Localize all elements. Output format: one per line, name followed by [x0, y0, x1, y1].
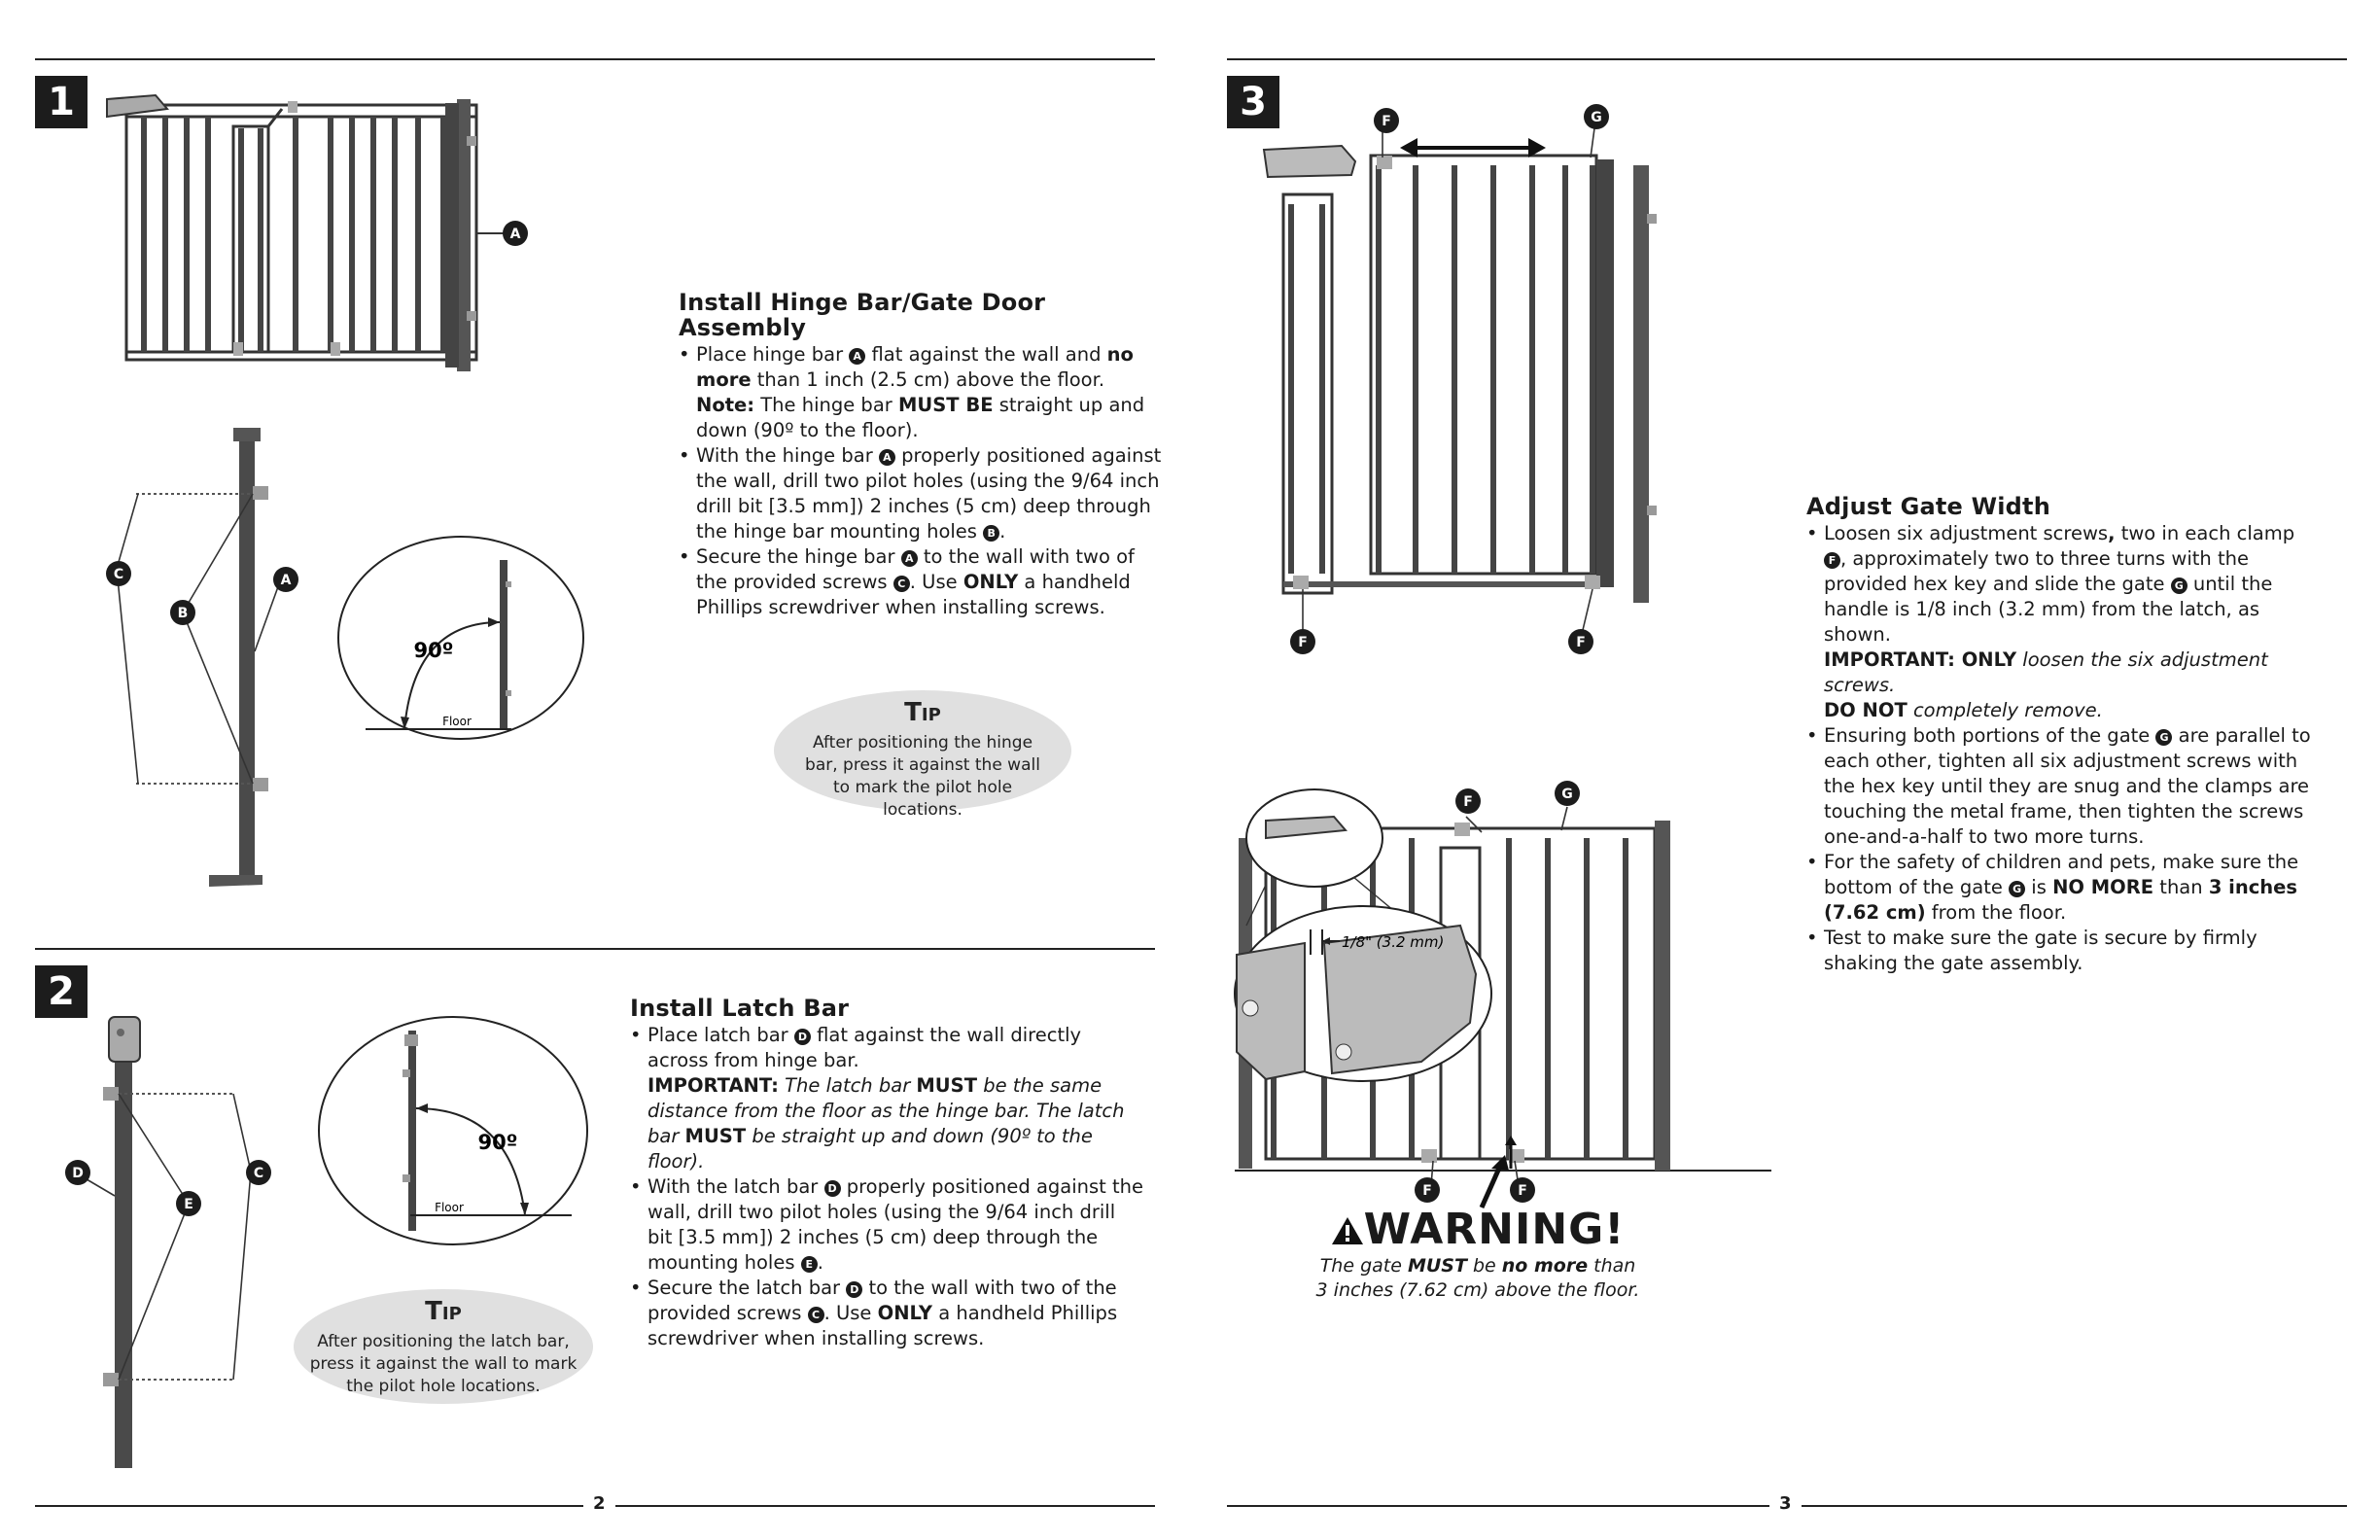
- callout-f-3: F: [1576, 635, 1586, 650]
- tip-text-2: After positioning the latch bar, press it against the wall to mark the pilot hole locations.: [309, 1332, 578, 1396]
- latch-bar-illustration: [58, 1011, 292, 1478]
- angle-label-2: 90º: [477, 1131, 518, 1154]
- warning-triangle-icon: [1331, 1216, 1364, 1245]
- callout-f-2: F: [1298, 635, 1308, 650]
- callout-a-1: A: [509, 227, 521, 242]
- section-title-hinge: Install Hinge Bar/Gate Door Assembly: [679, 289, 1046, 341]
- step-3-badge: 3: [1227, 76, 1279, 128]
- tip-title-2: TIP: [425, 1297, 462, 1326]
- gate-assembly-illustration: [97, 88, 544, 399]
- step-2-badge: 2: [35, 965, 88, 1018]
- section-install-hinge-bar: [679, 290, 1165, 620]
- floor-label-1: Floor: [442, 715, 472, 728]
- latch-step-3: • Secure the latch bar D to the wall with two of the provided screws C . Use ONLY a handheld Phillips screwdriver when installing screws.: [648, 1276, 1145, 1351]
- gate-width-bottom-illustration: [1227, 770, 1771, 1208]
- width-step-4: • Test to make sure the gate is secure by firmly shaking the gate assembly.: [1824, 926, 2312, 976]
- callout-g-2: G: [1561, 787, 1573, 802]
- hinge-bar-illustration: [97, 418, 331, 904]
- tip-latch-bar: [294, 1289, 593, 1404]
- callout-d-1: D: [72, 1166, 84, 1181]
- section-title-width: Adjust Gate Width: [1806, 493, 2051, 520]
- tip-hinge-bar: [774, 690, 1071, 820]
- section-title-latch: Install Latch Bar: [630, 995, 850, 1022]
- right-angle-detail-2: [317, 1015, 589, 1246]
- callout-e-1: E: [184, 1197, 193, 1212]
- latch-step-2: • With the latch bar D properly positioned against the wall, drill two pilot holes (using the 9/64 inch drill bit [3.5 mm]) 2 inches (5 cm) deep through the mounting holes E .: [648, 1174, 1145, 1276]
- top-rule-right: [1227, 58, 2347, 60]
- latch-step-1: • Place latch bar D flat against the wall directly across from hinge bar. IMPORTANT: The latch bar MUST be the same distance from the floor as the hinge bar. The latch bar MUST be straight up and down (90º to the floor).: [648, 1023, 1145, 1174]
- floor-label-2: Floor: [435, 1201, 464, 1214]
- step-1-badge: 1: [35, 76, 88, 128]
- top-rule-left: [35, 58, 1155, 60]
- section-install-latch-bar: [630, 996, 1145, 1351]
- gate-width-top-illustration: [1254, 97, 1682, 661]
- callout-c-1: C: [113, 567, 124, 582]
- page-number-left: 2: [583, 1493, 615, 1514]
- angle-label-1: 90º: [413, 639, 454, 662]
- section-adjust-gate-width: [1806, 494, 2312, 976]
- callout-c-2: C: [253, 1166, 264, 1181]
- warning-text: The gate MUST be no more than 3 inches (7.62 cm) above the floor.: [1315, 1255, 1640, 1301]
- tip-title-1: TIP: [904, 698, 941, 727]
- callout-f-5: F: [1422, 1183, 1432, 1199]
- width-step-3: • For the safety of children and pets, make sure the bottom of the gate G is NO MORE than 3 inches (7.62 cm) from the floor.: [1824, 850, 2312, 926]
- width-step-2: • Ensuring both portions of the gate G are parallel to each other, tighten all six adjustment screws with the hex key until they are snug and the clamps are touching the metal frame, then tighten the screws one-and-a-half to two more turns.: [1824, 723, 2312, 850]
- hinge-step-2: • With the hinge bar A properly positioned against the wall, drill two pilot holes (using the 9/64 inch drill bit [3.5 mm]) 2 inches (5 cm) deep through the hinge bar mounting holes B .: [696, 443, 1165, 544]
- callout-g-1: G: [1591, 110, 1602, 125]
- right-angle-detail-1: [336, 535, 585, 741]
- hinge-step-1: • Place hinge bar A flat against the wall and no more than 1 inch (2.5 cm) above the floor. Note: The hinge bar MUST BE straight up and down (90º to the floor).: [696, 342, 1165, 443]
- callout-f-6: F: [1518, 1183, 1527, 1199]
- warning-title: WARNING!: [1303, 1206, 1653, 1254]
- width-step-1: • Loosen six adjustment screws, two in each clamp F , approximately two to three turns with the provided hex key and slide the gate G until the handle is 1/8 inch (3.2 mm) from the latch, as shown. IMPORTANT: ONLY loosen the six adjustment screws. DO NOT completely remove.: [1824, 521, 2312, 723]
- page-number-right: 3: [1769, 1493, 1802, 1514]
- callout-a-2: A: [280, 573, 292, 588]
- warning-block: [1303, 1206, 1653, 1303]
- callout-f-1: F: [1382, 114, 1391, 129]
- section-divider: [35, 948, 1155, 950]
- hinge-step-3: • Secure the hinge bar A to the wall with two of the provided screws C . Use ONLY a handheld Phillips screwdriver when installing screws.: [696, 544, 1165, 620]
- tip-text-1: After positioning the hinge bar, press it against the wall to mark the pilot hole locations.: [805, 733, 1040, 820]
- callout-b-1: B: [177, 606, 189, 621]
- gap-label: 1/8" (3.2 mm): [1342, 933, 1445, 951]
- callout-f-4: F: [1463, 794, 1473, 810]
